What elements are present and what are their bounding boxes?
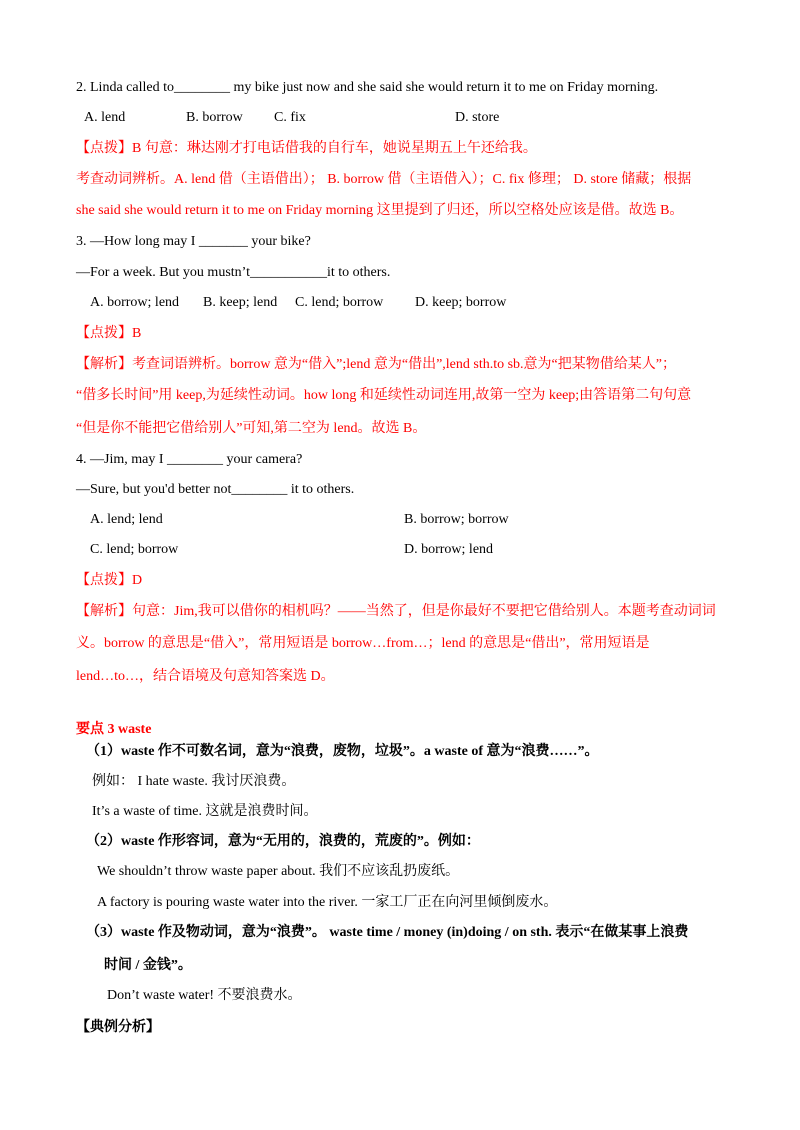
q2-option-c: C. fix (274, 110, 306, 125)
point3-rule-2: （2）waste 作形容词，意为“无用的，浪费的，荒废的”。例如： (86, 834, 480, 849)
point3-rule-3-line-1: （3）waste 作及物动词，意为“浪费”。 waste time / money (in)doing / on sth. 表示“在做某事上浪费 (86, 925, 689, 940)
q3-option-d: D. keep; borrow (415, 295, 507, 310)
section-title: 【典例分析】 (76, 1020, 160, 1035)
q3-option-b: B. keep; lend (203, 295, 278, 310)
q4-explain-line-1: 【解析】句意：Jim,我可以借你的相机吗？——当然了，但是你最好不要把它借给别人。本题考查动词词 (76, 604, 716, 619)
point3-rule-1: （1）waste 作不可数名词，意为“浪费，废物，垃圾”。a waste of 意为“浪费……”。 (86, 744, 599, 759)
point3-example-1b: It’s a waste of time. 这就是浪费时间。 (92, 804, 318, 819)
q2-option-b: B. borrow (186, 110, 243, 125)
q2-explain-line-2: she said she would return it to me on Friday morning 这里提到了归还，所以空格处应该是借。故选 B。 (76, 203, 684, 218)
q4-hint: 【点拨】D (76, 573, 143, 588)
q2-option-a: A. lend (84, 110, 126, 125)
point3-example-2b: A factory is pouring waste water into the river. 一家工厂正在向河里倾倒废水。 (97, 895, 558, 910)
point3-rule-3-line-2: 时间 / 金钱”。 (104, 958, 192, 973)
q4-stem-line-2: —Sure, but you'd better not________ it to others. (76, 482, 355, 497)
q4-option-d: D. borrow; lend (404, 542, 494, 557)
point3-example-3: Don’t waste water! 不要浪费水。 (107, 988, 302, 1003)
q3-stem-line-1: 3. —How long may I _______ your bike? (76, 234, 311, 249)
q2-stem: 2. Linda called to________ my bike just now and she said she would return it to me on Friday morning. (76, 80, 659, 95)
q3-stem-line-2: —For a week. But you mustn’t___________it to others. (76, 265, 391, 280)
q3-option-c: C. lend; borrow (295, 295, 384, 310)
point3-example-2a: We shouldn’t throw waste paper about. 我们不应该乱扔废纸。 (97, 864, 460, 879)
q3-hint: 【点拨】B (76, 326, 142, 341)
q2-explain-line-1: 考查动词辨析。A. lend 借（主语借出）； B. borrow 借（主语借入）；C. fix 修理； D. store 储藏；根据 (76, 172, 692, 187)
q4-option-c: C. lend; borrow (90, 542, 179, 557)
point3-example-1a: 例如： I hate waste. 我讨厌浪费。 (92, 774, 296, 789)
q3-explain-line-2: “借多长时间”用 keep,为延续性动词。how long 和延续性动词连用,故第一空为 keep;由答语第二句句意 (76, 388, 692, 403)
q2-option-d: D. store (455, 110, 500, 125)
q2-hint: 【点拨】B 句意：琳达刚才打电话借我的自行车，她说星期五上午还给我。 (76, 141, 537, 156)
q3-option-a: A. borrow; lend (90, 295, 180, 310)
q3-explain-line-3: “但是你不能把它借给别人”可知,第二空为 lend。故选 B。 (76, 421, 427, 436)
q4-option-a: A. lend; lend (90, 512, 163, 527)
q4-explain-line-2: 义。borrow 的意思是“借入”，常用短语是 borrow…from…；lend 的意思是“借出”，常用短语是 (76, 636, 650, 651)
point3-heading: 要点 3 waste (76, 722, 152, 737)
q3-explain-line-1: 【解析】考查词语辨析。borrow 意为“借入”;lend 意为“借出”,lend sth.to sb.意为“把某物借给某人”； (76, 357, 676, 372)
q4-explain-line-3: lend…to…，结合语境及句意知答案选 D。 (76, 669, 335, 684)
q4-option-b: B. borrow; borrow (404, 512, 509, 527)
q4-stem-line-1: 4. —Jim, may I ________ your camera? (76, 452, 303, 467)
